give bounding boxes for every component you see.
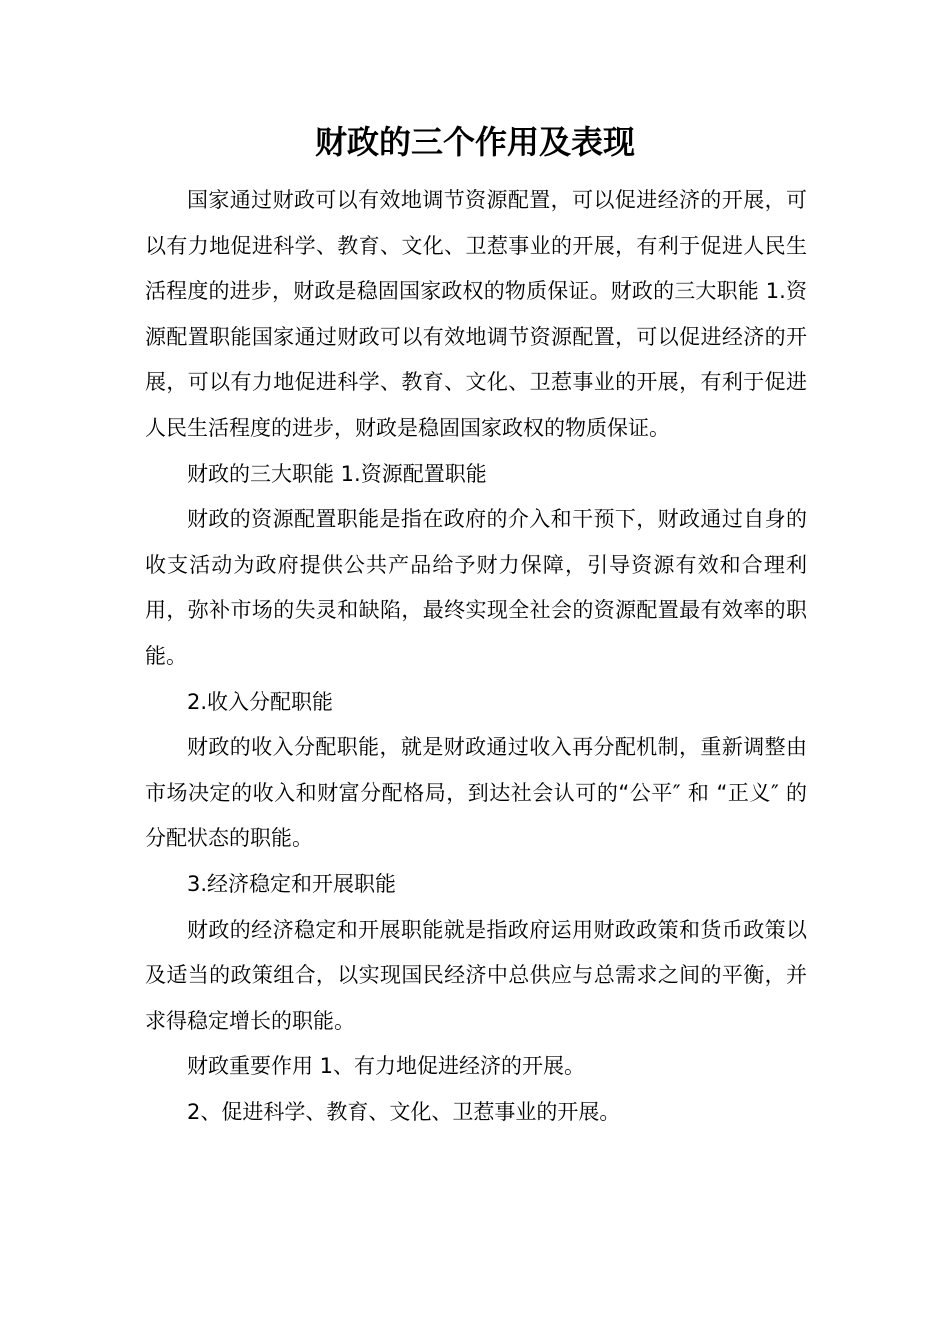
- paragraph-heading-distribution: 2.收入分配职能: [187, 689, 334, 714]
- paragraph-intro: 国家通过财政可以有效地调节资源配置，可以促进经济的开展，可以有力地促进科学、教育、文化、卫惹事业的开展，有利于促进人民生活程度的进步，财政是稳固国家政权的物质保证。财政的三大职能 1.资源配置职能国家通过财政可以有效地调节资源配置，可以促进经济的开展，可以有力地促进科学、教育、文化、卫惹事业的开展，有利于促进人民生活程度的进步，财政是稳固国家政权的物质保证。: [145, 188, 807, 440]
- paragraph-allocation: 财政的资源配置职能是指在政府的介入和干预下，财政通过自身的收支活动为政府提供公共产品给予财力保障，引导资源有效和合理利用，弥补市场的失灵和缺陷，最终实现全社会的资源配置最有效率的职能。: [145, 507, 807, 668]
- paragraph-role-2: 2、促进科学、教育、文化、卫惹事业的开展。: [187, 1099, 621, 1124]
- paragraph-heading-allocation: 财政的三大职能 1.资源配置职能: [187, 461, 487, 486]
- paragraph-heading-stability: 3.经济稳定和开展职能: [187, 871, 397, 896]
- paragraph-stability: 财政的经济稳定和开展职能就是指政府运用财政政策和货币政策以及适当的政策组合，以实现国民经济中总供应与总需求之间的平衡，并求得稳定增长的职能。: [145, 917, 807, 1033]
- paragraph-distribution: 财政的收入分配职能，就是财政通过收入再分配机制，重新调整由市场决定的收入和财富分配格局，到达社会认可的“公平″ 和 “正义″ 的分配状态的职能。: [145, 735, 807, 851]
- paragraph-role-1: 财政重要作用 1、有力地促进经济的开展。: [187, 1054, 586, 1079]
- document-body: [145, 178, 807, 1135]
- document-title: 财政的三个作用及表现: [314, 123, 635, 161]
